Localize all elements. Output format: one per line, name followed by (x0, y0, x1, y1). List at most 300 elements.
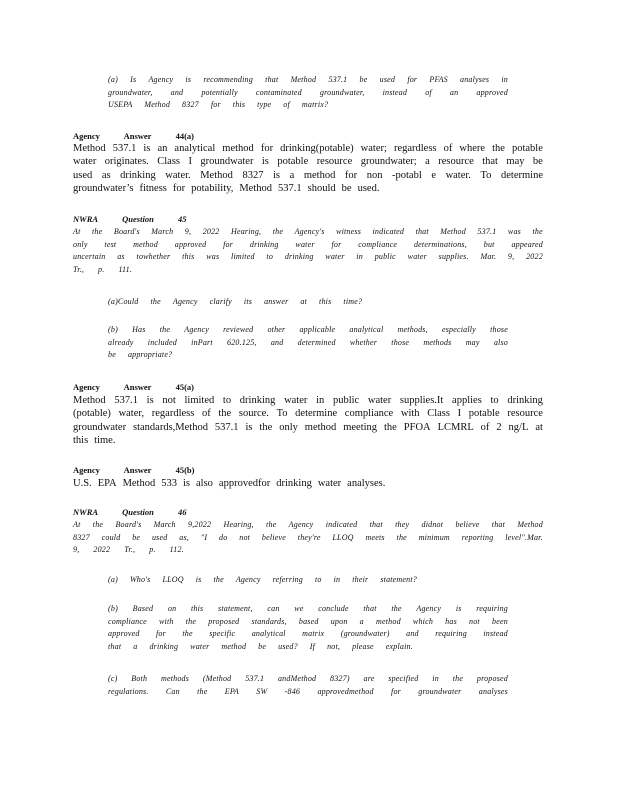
word: methods (161, 674, 190, 683)
header-label: Answer (123, 382, 152, 392)
word: that (369, 520, 383, 529)
word: with (159, 616, 174, 626)
text-line (73, 239, 543, 252)
word: Mar. (480, 252, 497, 261)
word: may (465, 337, 480, 347)
word: Board's (113, 227, 140, 236)
word: groundwater (73, 421, 127, 433)
word: regardless (151, 408, 195, 420)
word: not (469, 616, 480, 626)
header-label: Agency (73, 131, 100, 141)
word: I (188, 156, 192, 168)
word: resource (438, 156, 474, 168)
word: determine (295, 408, 338, 420)
word: U.S. (73, 478, 92, 489)
word: 9, (73, 545, 80, 554)
word: the (92, 227, 103, 236)
word: clarify (209, 297, 232, 306)
word: other (267, 325, 286, 334)
word: of (283, 100, 290, 109)
word: be (532, 156, 543, 168)
header-number: 45(b) (175, 465, 195, 475)
word: 9, (184, 227, 192, 236)
word: be (258, 641, 267, 651)
word: potentially (201, 87, 238, 97)
word: of (480, 421, 490, 433)
word: 537.1 (245, 674, 265, 683)
word: water (407, 252, 427, 261)
word: analytical (349, 325, 384, 334)
question-45b-text (108, 324, 508, 362)
text-line (108, 87, 508, 100)
word: Has (132, 325, 146, 334)
word: Both (131, 674, 148, 683)
text-line (108, 337, 508, 350)
word: Can (165, 686, 180, 696)
header-number: 45 (177, 214, 187, 224)
text-line (73, 169, 543, 182)
word: inPart (191, 337, 213, 347)
text-line (73, 182, 543, 195)
word: method (304, 421, 337, 433)
word: Tr., (73, 264, 85, 274)
word: Tr., (124, 545, 136, 554)
word: used? (278, 641, 298, 651)
question-45-text (73, 226, 543, 276)
text-line (108, 686, 508, 699)
word: a (289, 169, 295, 181)
word: didnot (421, 520, 444, 529)
word: the (213, 575, 224, 584)
word: water, (118, 408, 145, 420)
word: groundwater, (108, 87, 153, 97)
word: limited (184, 395, 215, 406)
word: At (73, 520, 81, 529)
word: (b) (108, 604, 118, 613)
word: Board's (115, 520, 142, 529)
word: where (459, 143, 486, 154)
word: reviewed (223, 325, 254, 334)
word: Agency's (294, 227, 325, 236)
word: as (117, 252, 125, 261)
word: for (155, 629, 166, 638)
word: 2022 (202, 227, 220, 236)
word: the (266, 520, 277, 529)
word: 537.1 (114, 395, 138, 406)
word: this (319, 297, 332, 306)
word: Class (427, 408, 450, 420)
word: the (492, 143, 505, 154)
word: and (270, 337, 284, 347)
word: for (172, 183, 186, 195)
word: only (279, 421, 298, 433)
word: this (182, 252, 195, 261)
word: not (239, 532, 251, 542)
word: e (431, 169, 436, 181)
answer-45a-header (73, 381, 216, 393)
word: method (221, 641, 247, 651)
word: they (395, 520, 410, 529)
text-line (108, 628, 508, 641)
word: water. (165, 169, 191, 181)
word: for (260, 143, 274, 154)
text-line (108, 673, 508, 686)
word: potable (277, 156, 309, 168)
header-label: NWRA (73, 507, 99, 517)
word: (a) (108, 575, 118, 584)
word: standards,Method (133, 421, 208, 433)
word: determined (297, 337, 336, 347)
word: EPA (224, 686, 239, 696)
word: time. (94, 435, 116, 447)
word: 111. (118, 264, 133, 274)
word: that (415, 227, 429, 236)
word: water (73, 156, 97, 168)
word: indicated (325, 520, 358, 529)
word: the (150, 297, 161, 306)
word: Is (130, 75, 137, 84)
word: groundwater (418, 686, 462, 696)
word: water; (360, 143, 387, 154)
word: p. (149, 545, 156, 554)
word: method (133, 239, 158, 249)
word: 9,2022 (187, 520, 212, 529)
word: drinking(potable) (280, 143, 354, 154)
word: potable (468, 408, 500, 420)
word: drinking (507, 395, 543, 406)
word: method (303, 169, 336, 181)
word: 8327 (242, 169, 264, 181)
word: proposed (208, 616, 240, 626)
word: this (232, 100, 246, 109)
question-45a-text (108, 296, 508, 309)
word: only (73, 239, 88, 249)
word: proposed (476, 674, 508, 683)
word: groundwater, (319, 87, 365, 97)
word: in (333, 575, 341, 584)
word: instead (483, 629, 508, 638)
header-label: Agency (73, 382, 100, 392)
word: that (491, 520, 506, 529)
word: that (482, 156, 498, 168)
question-46b-text (108, 603, 508, 653)
word: analyses (478, 686, 508, 696)
word: water (190, 641, 210, 651)
word: as, (179, 532, 189, 542)
word: groundwater (200, 156, 254, 168)
word: was (507, 227, 521, 236)
word: 8327) (330, 674, 350, 683)
word: towhether (136, 252, 171, 261)
word: regardless (393, 143, 437, 154)
text-line (108, 324, 508, 337)
word: instead (382, 87, 408, 97)
word: conclude (318, 604, 349, 613)
word: resource (316, 156, 353, 168)
word: Agency (148, 75, 174, 84)
word: -potabl (392, 169, 422, 181)
word: is (261, 156, 269, 168)
word: at (300, 297, 308, 306)
word: March (153, 520, 176, 529)
word: water (367, 395, 392, 406)
text-line (108, 616, 508, 629)
word: LLOQ (162, 575, 184, 584)
word: its (243, 297, 253, 306)
word: be (341, 183, 352, 195)
word: Method (517, 520, 543, 529)
header-label: NWRA (73, 214, 99, 224)
word: be (108, 350, 116, 359)
word: compliance (344, 408, 394, 420)
word: this (190, 604, 204, 613)
word: LLOQ (332, 532, 354, 542)
word: supplies.It (399, 395, 444, 406)
word: based (298, 616, 319, 626)
word: we (294, 604, 304, 613)
word: in (356, 252, 363, 261)
word: standards, (251, 616, 287, 626)
word: the (197, 686, 208, 696)
header-label: Question (122, 214, 154, 224)
word: ng/L (508, 421, 529, 433)
word: 537.1 (477, 227, 497, 236)
word: potability, (191, 183, 234, 195)
word: p. (98, 264, 105, 274)
answer-44a-header (73, 130, 216, 142)
word: groundwater’s (73, 183, 134, 195)
word: of (201, 408, 211, 420)
word: reporting (461, 532, 494, 542)
question-45-header (73, 213, 208, 225)
word: meeting (343, 421, 378, 433)
word: water (284, 395, 308, 406)
word: is (455, 604, 462, 613)
word: believe (455, 520, 480, 529)
word: public (374, 252, 396, 261)
word: is (195, 575, 202, 584)
word: at (535, 421, 543, 433)
question-46-text (73, 519, 543, 557)
word: 2 (496, 421, 502, 433)
word: been (492, 616, 508, 626)
word: Method (440, 227, 466, 236)
word: should (307, 183, 336, 195)
word: approvedfor (218, 478, 271, 489)
word: which (412, 616, 434, 626)
word: the (185, 616, 197, 626)
word: do (219, 532, 228, 542)
word: referring (272, 575, 303, 584)
word: 2022 (526, 252, 543, 261)
word: in (501, 75, 508, 84)
word: drinking (149, 641, 179, 651)
word: matrix (302, 629, 325, 638)
word: 537.1 (328, 75, 348, 84)
word: Who's (129, 575, 151, 584)
word: requiring (435, 629, 467, 638)
word: the (159, 325, 171, 334)
word: already (108, 337, 134, 347)
word: appropriate? (127, 350, 173, 359)
word: to (490, 395, 499, 406)
word: used (73, 169, 93, 181)
text-line (73, 421, 543, 434)
word: determinations, (413, 239, 467, 249)
word: applies (452, 395, 482, 406)
word: approved (476, 87, 508, 97)
word: used (151, 532, 168, 542)
word: the (384, 421, 397, 433)
word: to (222, 395, 232, 406)
word: compliance (358, 239, 398, 249)
word: those (490, 325, 508, 334)
word: water (325, 252, 345, 261)
word: Method (144, 100, 171, 109)
word: Method (239, 183, 273, 195)
word: explain. (385, 641, 413, 651)
word: included (147, 337, 177, 347)
word: minimum (418, 532, 450, 542)
word: is (273, 169, 281, 181)
word: the (532, 227, 543, 236)
word: resource (507, 408, 543, 420)
word: whether (349, 337, 378, 347)
word: Method (122, 478, 156, 489)
word: is (143, 143, 151, 154)
word: If (309, 641, 316, 651)
word: PFOA (403, 421, 431, 433)
word: the (396, 532, 407, 542)
word: Agency (288, 520, 314, 529)
word: of (425, 87, 432, 97)
word: that (265, 75, 279, 84)
word: fitness (139, 183, 167, 195)
answer-44a-text (73, 142, 543, 196)
word: upon (330, 616, 348, 626)
word: 620.125, (227, 337, 257, 347)
question-46c-text (108, 673, 508, 698)
answer-45a-text (73, 394, 543, 448)
word: uncertain (73, 252, 106, 261)
word: Method (73, 143, 106, 154)
text-line (108, 641, 508, 654)
word: matrix? (301, 100, 329, 109)
word: limited (231, 252, 255, 261)
word: level".Mar. (505, 532, 543, 542)
header-label: Agency (73, 465, 100, 475)
word: (groundwater) (340, 629, 390, 638)
text-line (108, 574, 508, 587)
word: recommending (203, 75, 253, 84)
word: water. (445, 169, 471, 181)
text-line (73, 544, 543, 557)
word: potable (511, 143, 543, 154)
word: was (206, 252, 220, 261)
word: is (146, 395, 154, 406)
word: originates. (104, 156, 149, 168)
word: with (400, 408, 420, 420)
word: drinking (276, 478, 312, 489)
word: for (391, 686, 401, 696)
word: PFAS (429, 75, 448, 84)
word: be (359, 75, 368, 84)
word: LCMRL (437, 421, 474, 433)
word: to (314, 575, 322, 584)
word: and (170, 87, 184, 97)
word: I (457, 408, 462, 420)
word: indicated (372, 227, 405, 236)
answer-45b-header (73, 464, 216, 476)
word: also (196, 478, 213, 489)
word: Method (290, 75, 317, 84)
word: USEPA (108, 100, 133, 109)
word: method (222, 143, 254, 154)
text-line (73, 251, 543, 264)
word: 537.1 (112, 143, 137, 154)
word: 8327 (73, 532, 90, 542)
word: analytical (174, 143, 216, 154)
text-line (73, 407, 543, 420)
word: type (257, 100, 272, 109)
word: time? (343, 297, 363, 306)
word: but (483, 239, 495, 249)
question-44a-text (108, 74, 508, 112)
question-46a-text (108, 574, 508, 587)
word: 537.1 (214, 421, 239, 433)
word: (a) (108, 75, 118, 84)
word: used. (357, 183, 380, 195)
text-line (108, 296, 508, 309)
word: as (101, 169, 111, 181)
text-line (108, 74, 508, 87)
word: statement, (218, 604, 253, 613)
word: 112. (169, 545, 184, 554)
word: public (332, 395, 360, 406)
word: not, (327, 641, 341, 651)
text-line (108, 349, 508, 362)
word: could (101, 532, 121, 542)
word: can (267, 604, 280, 613)
word: Agency (416, 604, 442, 613)
word: 9, (507, 252, 515, 261)
word: test (104, 239, 117, 249)
word: contaminated (255, 87, 302, 97)
word: applicable (299, 325, 336, 334)
text-line (73, 519, 543, 532)
word: may (506, 156, 525, 168)
word: appeared (511, 239, 543, 249)
word: Hearing, (230, 227, 262, 236)
word: methods (423, 337, 452, 347)
word: is (185, 75, 192, 84)
word: of (443, 143, 453, 154)
word: analyses (460, 75, 490, 84)
word: the (182, 629, 193, 638)
word: please (352, 641, 374, 651)
word: Agency (184, 325, 209, 334)
word: an (449, 87, 459, 97)
text-line (108, 99, 508, 112)
word: a (359, 616, 364, 626)
text-line (108, 603, 508, 616)
header-label: Answer (123, 465, 152, 475)
word: source. (238, 408, 269, 420)
word: March (151, 227, 174, 236)
word: those (391, 337, 410, 347)
word: for (344, 169, 358, 181)
word: Agency (172, 297, 198, 306)
